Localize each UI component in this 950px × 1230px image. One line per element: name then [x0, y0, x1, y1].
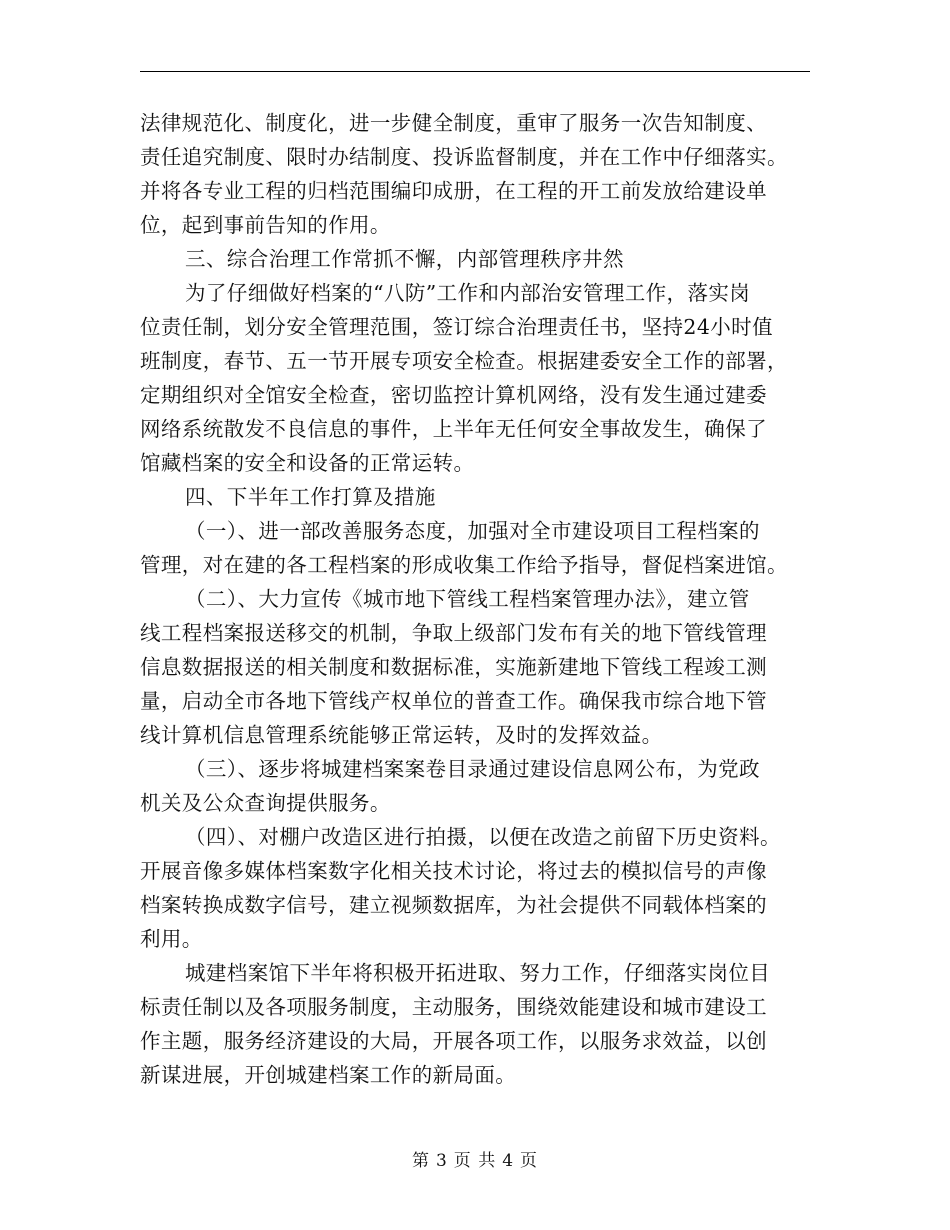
text-line: 位责任制，划分安全管理范围，签订综合治理责任书，坚持24小时值	[140, 315, 773, 339]
text-line: 线工程档案报送移交的机制，争取上级部门发布有关的地下管线管理	[140, 621, 767, 645]
footer-prefix: 第	[411, 1151, 430, 1171]
footer-suffix: 页	[520, 1151, 539, 1171]
text-line: 信息数据报送的相关制度和数据标准，实施新建地下管线工程竣工测	[140, 655, 767, 679]
text-line: 开展音像多媒体档案数字化相关技术讨论，将过去的模拟信号的声像	[140, 859, 767, 883]
text-line: 定期组织对全馆安全检查，密切监控计算机网络，没有发生通过建委	[140, 383, 767, 407]
text-line: 城建档案馆下半年将积极开拓进取、努力工作，仔细落实岗位目	[185, 961, 771, 985]
document-body	[140, 106, 810, 1092]
text-line: 新谋进展，开创城建档案工作的新局面。	[140, 1063, 517, 1087]
footer-total-pages: 4	[502, 1151, 515, 1171]
text-line: 作主题，服务经济建设的大局，开展各项工作，以服务求效益，以创	[140, 1029, 767, 1053]
header-rule	[140, 71, 810, 72]
text-line: 标责任制以及各项服务制度，主动服务，围绕效能建设和城市建设工	[140, 995, 767, 1019]
text-line: 并将各专业工程的归档范围编印成册，在工程的开工前发放给建设单	[140, 179, 767, 203]
text-line: （四）、对棚户改造区进行拍摄，以便在改造之前留下历史资料。	[185, 825, 781, 849]
text-line: 线计算机信息管理系统能够正常运转，及时的发挥效益。	[140, 723, 663, 747]
text-line: 利用。	[140, 927, 203, 951]
text-line: 量，启动全市各地下管线产权单位的普查工作。确保我市综合地下管	[140, 689, 767, 713]
text-line: 管理，对在建的各工程档案的形成收集工作给予指导，督促档案进馆。	[140, 553, 788, 577]
text-line: 机关及公众查询提供服务。	[140, 791, 391, 815]
text-line: 网络系统散发不良信息的事件，上半年无任何安全事故发生，确保了	[140, 417, 767, 441]
page-footer	[0, 1146, 950, 1171]
text-line: （二）、大力宣传《城市地下管线工程档案管理办法》，建立管	[185, 587, 750, 611]
footer-current-page: 3	[435, 1151, 448, 1171]
text-line: （三）、逐步将城建档案案卷目录通过建设信息网公布，为党政	[185, 757, 760, 781]
text-line: 位，起到事前告知的作用。	[140, 213, 391, 237]
footer-mid: 页 共	[453, 1151, 497, 1171]
text-line: 四、下半年工作打算及措施	[185, 485, 436, 509]
text-line: 档案转换成数字信号，建立视频数据库，为社会提供不同载体档案的	[140, 893, 767, 917]
text-line: （一）、进一部改善服务态度，加强对全市建设项目工程档案的	[185, 519, 760, 543]
text-line: 馆藏档案的安全和设备的正常运转。	[140, 451, 475, 475]
text-line: 法律规范化、制度化，进一步健全制度，重审了服务一次告知制度、	[140, 111, 767, 135]
text-line: 为了仔细做好档案的“八防”工作和内部治安管理工作，落实岗	[185, 281, 751, 305]
text-line: 责任追究制度、限时办结制度、投诉监督制度，并在工作中仔细落实。	[140, 145, 788, 169]
text-line: 班制度，春节、五一节开展专项安全检查。根据建委安全工作的部署，	[140, 349, 788, 373]
text-line: 三、综合治理工作常抓不懈，内部管理秩序井然	[185, 247, 624, 271]
